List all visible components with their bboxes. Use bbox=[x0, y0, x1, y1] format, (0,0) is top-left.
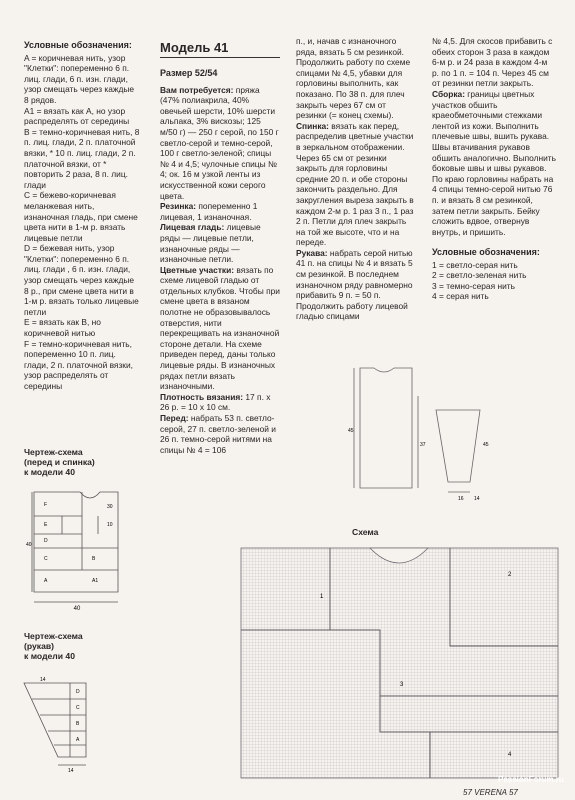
legend-b: B = темно-коричневая нить, 8 п. лиц. глади, 2 п. платочной вязки, * 10 п. лиц. глади, 2 п. платочной вязки, от * повторить 2 раза, 8 п. лиц. глади bbox=[24, 126, 140, 190]
legend-a: A = коричневая нить, узор "Клетки": попеременно 6 п. лиц. глади, 6 п. изн. глади, узор смещать через каждые 8 рядов. bbox=[24, 52, 135, 105]
stockinette-text: лицевые ряды — лицевые петли, изнаночные ряды — изнаночные петли. bbox=[160, 222, 261, 265]
legend-c: C = бежево-коричневая меланжевая нить, изнаночная гладь, при смене цвета нити в 1-м р. вязать лицевые петли bbox=[24, 190, 138, 243]
body40-label: D bbox=[44, 538, 48, 544]
caption-line: (перед и спинка) bbox=[24, 457, 95, 467]
sleeve41-label: 16 bbox=[458, 496, 464, 502]
legend-item-1: 1 = светло-серая нить bbox=[432, 259, 518, 270]
gauge-paragraph bbox=[160, 392, 280, 413]
sleeve41-schematic bbox=[430, 406, 510, 502]
sleeve40-label-top: 14 bbox=[40, 677, 46, 683]
legend-item-2: 2 = светло-зеленая нить bbox=[432, 270, 527, 281]
caption-line: к модели 40 bbox=[24, 467, 75, 477]
chart-title: Схема bbox=[352, 527, 379, 537]
legend-d: D = бежевая нить, узор "Клетки": попеременно 6 п. лиц. глади , 6 п. изн. глади, узор смещать через каждые 8 р., при смене цвета нити в 1-м р. вязать только лицевые петли bbox=[24, 243, 139, 317]
assembly-label: Сборка: bbox=[432, 88, 465, 99]
body40-label: E bbox=[44, 522, 48, 528]
watermark: PassionForum.ru bbox=[498, 775, 564, 784]
sleeve40-diagram bbox=[22, 675, 102, 775]
front41-label-height: 45 bbox=[348, 428, 354, 434]
front-label: Перед: bbox=[160, 413, 189, 423]
body40-label: 30 bbox=[107, 504, 113, 510]
assembly-text: границы цветных участков обшить краеобметочными стежками лентой из кожи. Выполнить плечевые швы, вшить рукава. Швы втачивания рукавов обшить аналогично. Выполнить боковые швы и швы рукавов. По краю горловины набрать на 4 спицы темно-серой нитью 76 п. и вязать 8 см резинкой, затем петли закрыть. Бейку сложить вдвое, отвернув внутрь, и пришить. bbox=[432, 88, 556, 237]
legend-title: Условные обозначения: bbox=[24, 40, 132, 50]
sleeve40-caption bbox=[24, 631, 83, 661]
color-paragraph bbox=[160, 265, 280, 392]
back-label: Спинка: bbox=[296, 120, 329, 131]
chart-area-number: 3 bbox=[400, 682, 404, 688]
sleeve-text: набрать серой нитью 41 п. на спицы № 4 и вязать 5 см резинкой. В последнем изнаночном ряду равномерно прибавить 9 п. = 50 п. Продолжить работу лицевой гладью спицами bbox=[296, 247, 413, 322]
rib-label: Резинка: bbox=[160, 201, 197, 212]
stockinette-label: Лицевая гладь: bbox=[160, 222, 225, 233]
caption-line: Чертеж-схема bbox=[24, 631, 83, 641]
gauge-text: 17 п. х 26 р. = 10 х 10 см. bbox=[160, 391, 271, 413]
legend-e: E = вязать как B, но коричневой нитью bbox=[24, 317, 101, 339]
page-footer: 57 VERENA 57 bbox=[463, 788, 518, 797]
body40-label: F bbox=[44, 502, 48, 508]
size-label: Размер 52/54 bbox=[160, 68, 218, 78]
sleeve40-label-bottom: 14 bbox=[68, 768, 74, 774]
instructions-column-3 bbox=[432, 36, 556, 302]
body40-diagram bbox=[22, 486, 132, 616]
color-chart bbox=[240, 546, 560, 780]
body40-label: B bbox=[92, 556, 96, 562]
body40-caption bbox=[24, 447, 95, 477]
caption-line: (рукав) bbox=[24, 641, 55, 651]
legend-a1: A1 = вязать как A, но узор распределять от середины bbox=[24, 105, 130, 127]
front-text: набрать 53 п. светло-серой, 27 п. светло-зеленой и 26 п. темно-серой нитями на спицы № 4 = 106 bbox=[160, 413, 276, 455]
sleeve41-label: 14 bbox=[474, 496, 480, 502]
legend-title-model41: Условные обозначения: bbox=[432, 247, 540, 258]
chart-area-number: 4 bbox=[508, 752, 512, 758]
chart-area-number: 2 bbox=[508, 572, 512, 578]
legend-item-3: 3 = темно-серая нить bbox=[432, 280, 515, 291]
back-paragraph bbox=[296, 121, 416, 248]
legend-column-model40 bbox=[24, 40, 140, 392]
front41-label-side: 37 bbox=[420, 442, 426, 448]
front41-schematic bbox=[340, 356, 430, 496]
gauge-label: Плотность вязания: bbox=[160, 391, 244, 402]
front-paragraph bbox=[160, 413, 280, 455]
sleeve-paragraph bbox=[296, 248, 416, 322]
front-continued: п., и, начав с изнаночного ряда, вязать 5 см резинкой. Продолжить работу по схеме спицами № 4,5, убавки для горловины выполнить, как показано. По 38 п. для плеч закрыть через 67 см от резинки (= конец схемы). bbox=[296, 36, 411, 121]
sleeve40-label: D bbox=[76, 689, 80, 695]
rib-paragraph bbox=[160, 201, 280, 222]
rib-text: попеременно 1 лицевая, 1 изнаночная. bbox=[160, 201, 258, 222]
body40-label-height: 40 bbox=[26, 542, 32, 548]
color-label: Цветные участки: bbox=[160, 264, 235, 275]
sleeve40-label: B bbox=[76, 721, 80, 727]
materials-text: пряжа (47% полиакрила, 40% овечьей шерсти, 10% шерсти альпака, 3% вискозы; 125 м/50 г) — 250 г серой, по 150 г светло-серой и темно-серой, 100 г светло-зеленой; спицы № 4 и 4,5; чулочные спицы № 4; ок. 16 м узкой ленты из искусственной кожи серого цвета. bbox=[160, 84, 279, 201]
sleeve40-label: A bbox=[76, 737, 80, 743]
materials-label: Вам потребуется: bbox=[160, 84, 234, 95]
sleeve-label: Рукава: bbox=[296, 247, 328, 258]
body40-label: C bbox=[44, 556, 48, 562]
legend-f: F = темно-коричневая нить, попеременно 10 п. лиц. глади, 2 п. платочной вязки, узор распределять от середины bbox=[24, 338, 133, 391]
stockinette-paragraph bbox=[160, 222, 280, 264]
sleeve-continued: № 4,5. Для скосов прибавить с обеих сторон 3 раза в каждом 6-м р. и 24 раза в каждом 4-м р. по 1 п. = 104 п. Через 45 см от резинки петли закрыть. bbox=[432, 36, 553, 89]
sleeve40-label: C bbox=[76, 705, 80, 711]
body40-label: A1 bbox=[92, 578, 99, 584]
instructions-column-1 bbox=[160, 40, 280, 455]
caption-line: Чертеж-схема bbox=[24, 447, 83, 457]
model-title: Модель 41 bbox=[160, 40, 280, 58]
back-text: вязать как перед, распределив цветные участки в зеркальном отображении. Через 65 см от резинки закрыть для горловины средние 20 п. и обе стороны закончить раздельно. Для закругления выреза закрыть в каждом 2-м р. 1 раз 3 п., 1 раз 2 п. Петли для плеч закрыть на той же высоте, что и на переде. bbox=[296, 120, 414, 248]
materials-paragraph bbox=[160, 85, 280, 202]
chart-area-number: 1 bbox=[320, 594, 324, 600]
body40-label: 10 bbox=[107, 522, 113, 528]
legend-item-4: 4 = серая нить bbox=[432, 291, 489, 302]
instructions-column-2 bbox=[296, 36, 416, 322]
assembly-paragraph bbox=[432, 89, 556, 237]
color-text: вязать по схеме лицевой гладью от отдельных клубков. Чтобы при смене цвета в вязаном полотне не образовывалось отверстия, нити перекрещивать на изнаночной стороне детали. На схеме приведен перед, даны только лицевые ряды. В изнаночных рядах петли вязать изнаночными. bbox=[160, 264, 280, 392]
body40-label: A bbox=[44, 578, 48, 584]
caption-line: к модели 40 bbox=[24, 651, 75, 661]
sleeve41-label-height: 45 bbox=[483, 442, 489, 448]
body40-label-width: 40 bbox=[73, 606, 81, 612]
